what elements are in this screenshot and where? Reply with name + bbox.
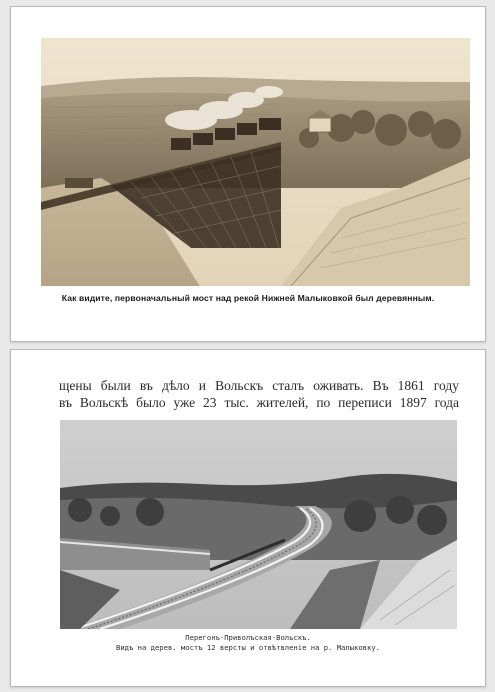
photo-caption: Как видите, первоначальный мост над рекой Нижней Малыковкой был деревянным. (61, 293, 435, 303)
photo-caption-title: Перегонъ-Приволъская-Вольскъ. (185, 633, 311, 642)
document-page-1 (10, 6, 486, 342)
bridge-photo-sepia (41, 38, 470, 286)
photo-caption-subtitle: Видъ на дерев. мостъ 12 версты и отвѣтвленіе на р. Малыковку. (116, 643, 380, 652)
document-page-2 (10, 349, 486, 687)
scanned-text-line: щены были въ дѣло и Вольскъ сталъ оживать. Въ 1861 году (59, 378, 459, 393)
railway-curve-photo (60, 420, 457, 629)
scanned-text-line: въ Вольскѣ было уже 23 тыс. жителей, по переписи 1897 года (59, 395, 459, 410)
